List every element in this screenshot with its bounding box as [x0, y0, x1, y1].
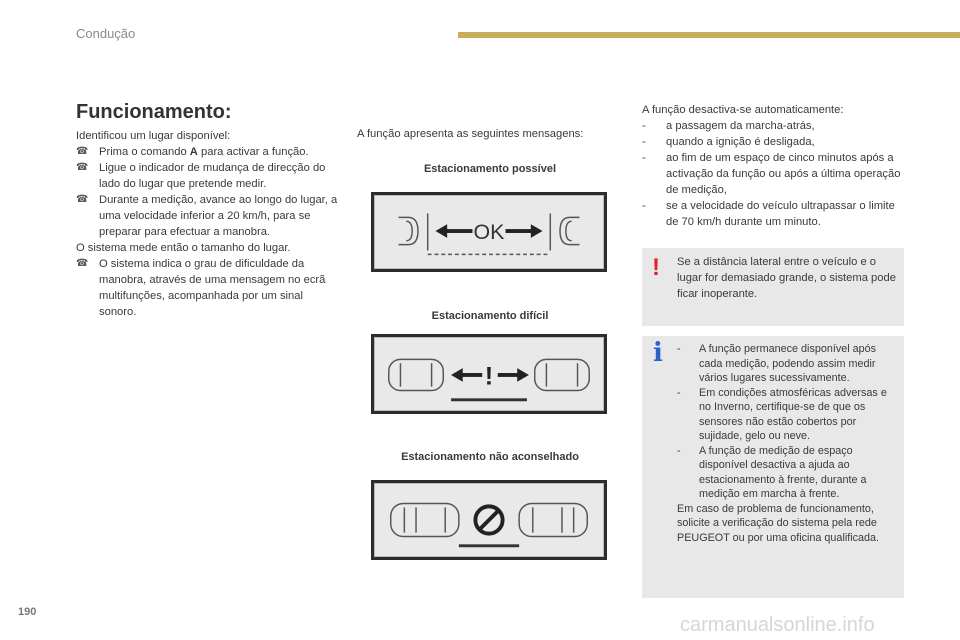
- left-car-icon: [389, 359, 443, 390]
- screen-parking-not-advised: [371, 480, 607, 560]
- right-car-icon: [535, 359, 589, 390]
- pointer-icon: ☎: [76, 162, 89, 173]
- auto-deactivate-intro: A função desactiva-se automaticamente:: [642, 104, 844, 116]
- parking-not-advised-illustration: [375, 484, 603, 556]
- caption-parking-difficult: Estacionamento difícil: [431, 310, 549, 322]
- screen-parking-possible: [371, 192, 607, 272]
- parking-difficult-illustration: [375, 338, 603, 410]
- step-1: ☎ Prima o comando A para activar a função.: [76, 146, 309, 158]
- info-item: - A função de medição de espaço disponível desactiva a ajuda ao estacionamento à frente, durante a medição em marcha à frente.: [677, 444, 867, 500]
- left-column: [76, 128, 338, 320]
- screen-parking-difficult: [371, 334, 607, 414]
- step-4: ☎ O sistema indica o grau de dificuldade da manobra, através de uma mensagem no ecrã multifunções, acompanhada por um sinal sonoro.: [76, 258, 326, 318]
- prohibited-icon: [475, 506, 502, 533]
- page-number: 190: [18, 606, 37, 618]
- caption-parking-possible: Estacionamento possível: [423, 163, 557, 175]
- deactivate-item: - ao fim de um espaço de cinco minutos após a activação da função ou após a última operação de medição,: [642, 152, 901, 196]
- info-icon: i: [653, 338, 663, 368]
- step-3: ☎ Durante a medição, avance ao longo do lugar, a uma velocidade inferior a 20 km/h, para se preparar para efectuar a manobra.: [76, 194, 338, 238]
- warning-mark: !: [484, 362, 494, 391]
- pointer-icon: ☎: [76, 146, 89, 157]
- watermark: carmanualsonline.info: [680, 614, 875, 636]
- measure-text: O sistema mede então o tamanho do lugar.: [76, 242, 291, 254]
- command-key: A: [189, 146, 198, 158]
- info-item: - A função permanece disponível após cada medição, podendo assim medir vários lugares sucessivamente.: [677, 343, 877, 384]
- ok-label: OK: [473, 219, 505, 244]
- caption-parking-not-advised: Estacionamento não aconselhado: [401, 451, 579, 463]
- intro-text: Identificou um lugar disponível:: [76, 130, 231, 142]
- step-2: ☎ Ligue o indicador de mudança de direcção do lado do lugar que pretende medir.: [76, 162, 326, 190]
- warning-text: Se a distância lateral entre o veículo e o lugar for demasiado grande, o sistema pode ficar inoperante.: [677, 256, 896, 300]
- info-footer: Em caso de problema de funcionamento, solicite a verificação do sistema pela rede PEUGEOT ou por uma oficina qualificada.: [677, 502, 880, 544]
- exclamation-icon: !: [652, 254, 660, 281]
- left-car-icon: [391, 503, 459, 536]
- right-column: [642, 102, 904, 230]
- deactivate-item: - quando a ignição é desligada,: [642, 136, 815, 148]
- header-accent-bar: [458, 32, 960, 38]
- info-item: - Em condições atmosféricas adversas e no Inverno, certifique-se de que os sensores não estão cobertos por sujidade, gelo ou neve.: [677, 386, 887, 442]
- deactivate-item: - se a velocidade do veículo ultrapassar o limite de 70 km/h durante um minuto.: [642, 200, 895, 228]
- pointer-icon: ☎: [76, 258, 89, 269]
- right-car-icon: [519, 503, 587, 536]
- messages-intro: A função apresenta as seguintes mensagens:: [357, 128, 584, 140]
- pointer-icon: ☎: [76, 194, 89, 205]
- parking-possible-illustration: [375, 196, 603, 268]
- info-text: [677, 342, 899, 545]
- deactivate-item: - a passagem da marcha-atrás,: [642, 120, 815, 132]
- section-title: Condução: [76, 26, 136, 41]
- page-heading: Funcionamento:: [76, 101, 232, 123]
